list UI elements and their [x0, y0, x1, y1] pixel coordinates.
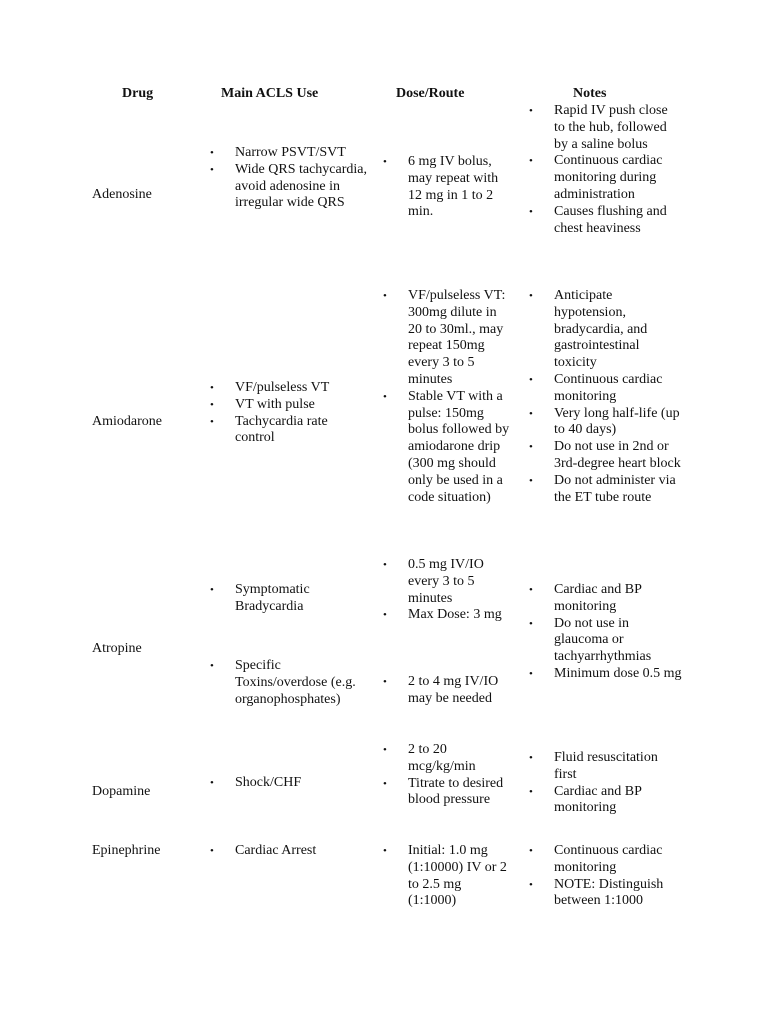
header-main-acls-use: Main ACLS Use — [221, 86, 319, 101]
header-dose-route: Dose/Route — [396, 86, 465, 101]
list-item: • VF/pulseless VT — [208, 380, 368, 397]
use-cell-atropine-bradycardia — [208, 582, 368, 616]
dose-cell-atropine-bradycardia — [381, 557, 511, 624]
drug-name-atropine: Atropine — [92, 641, 142, 656]
notes-cell-amiodarone — [527, 288, 682, 506]
list-item: • Do not use in 2nd or 3rd-degree heart block — [527, 439, 682, 473]
list-item: • Fluid resuscitation first — [527, 750, 682, 784]
use-cell-amiodarone — [208, 380, 368, 447]
list-item: • Wide QRS tachycardia, avoid adenosine in irregular wide QRS — [208, 162, 368, 212]
use-cell-epinephrine — [208, 843, 368, 860]
list-item: • Do not administer via the ET tube route — [527, 473, 682, 507]
list-item: • Rapid IV push close to the hub, followed by a saline bolus — [527, 103, 682, 153]
header-drug: Drug — [122, 86, 154, 101]
list-item: • Cardiac Arrest — [208, 843, 368, 860]
list-item: • Continuous cardiac monitoring — [527, 372, 682, 406]
list-item: • 2 to 4 mg IV/IO may be needed — [381, 674, 511, 708]
list-item: • Minimum dose 0.5 mg — [527, 666, 682, 683]
list-item: • Shock/CHF — [208, 775, 368, 792]
notes-cell-epinephrine — [527, 843, 682, 910]
list-item: • Causes flushing and chest heaviness — [527, 204, 682, 238]
list-item: • Do not use in glaucoma or tachyarrhythmias — [527, 616, 682, 666]
list-item: • Symptomatic Bradycardia — [208, 582, 368, 616]
list-item: • Tachycardia rate control — [208, 414, 368, 448]
list-item: • Very long half-life (up to 40 days) — [527, 406, 682, 440]
list-item: • Titrate to desired blood pressure — [381, 776, 511, 810]
list-item: • Specific Toxins/overdose (e.g. organophosphates) — [208, 658, 368, 708]
drug-name-epinephrine: Epinephrine — [92, 843, 161, 858]
list-item: • Cardiac and BP monitoring — [527, 784, 682, 818]
list-item: • Initial: 1.0 mg (1:10000) IV or 2 to 2.5 mg (1:1000) — [381, 843, 511, 910]
list-item: • Continuous cardiac monitoring during administration — [527, 153, 682, 203]
drug-name-adenosine: Adenosine — [92, 187, 152, 202]
list-item: • Cardiac and BP monitoring — [527, 582, 682, 616]
dose-cell-dopamine — [381, 742, 511, 809]
drug-name-amiodarone: Amiodarone — [92, 414, 162, 429]
use-cell-atropine-toxins — [208, 658, 368, 708]
dose-cell-adenosine — [381, 154, 511, 221]
list-item: • Narrow PSVT/SVT — [208, 145, 368, 162]
list-item: • Max Dose: 3 mg — [381, 607, 511, 624]
header-notes: Notes — [573, 86, 607, 101]
list-item: • 2 to 20 mcg/kg/min — [381, 742, 511, 776]
list-item: • 6 mg IV bolus, may repeat with 12 mg in 1 to 2 min. — [381, 154, 511, 221]
list-item: • VF/pulseless VT: 300mg dilute in 20 to 30ml., may repeat 150mg every 3 to 5 minutes — [381, 288, 511, 389]
list-item: • VT with pulse — [208, 397, 368, 414]
list-item: • NOTE: Distinguish between 1:1000 — [527, 877, 682, 911]
notes-cell-dopamine — [527, 750, 682, 817]
dose-cell-atropine-toxins — [381, 674, 511, 708]
dose-cell-amiodarone — [381, 288, 511, 506]
use-cell-dopamine — [208, 775, 368, 792]
drug-name-dopamine: Dopamine — [92, 784, 151, 799]
list-item: • Anticipate hypotension, bradycardia, and gastrointestinal toxicity — [527, 288, 682, 372]
notes-cell-atropine — [527, 582, 682, 683]
list-item: • 0.5 mg IV/IO every 3 to 5 minutes — [381, 557, 511, 607]
use-cell-adenosine — [208, 145, 368, 212]
dose-cell-epinephrine — [381, 843, 511, 910]
list-item: • Stable VT with a pulse: 150mg bolus followed by amiodarone drip (300 mg should only be used in a code situation) — [381, 389, 511, 507]
list-item: • Continuous cardiac monitoring — [527, 843, 682, 877]
notes-cell-adenosine — [527, 103, 682, 237]
